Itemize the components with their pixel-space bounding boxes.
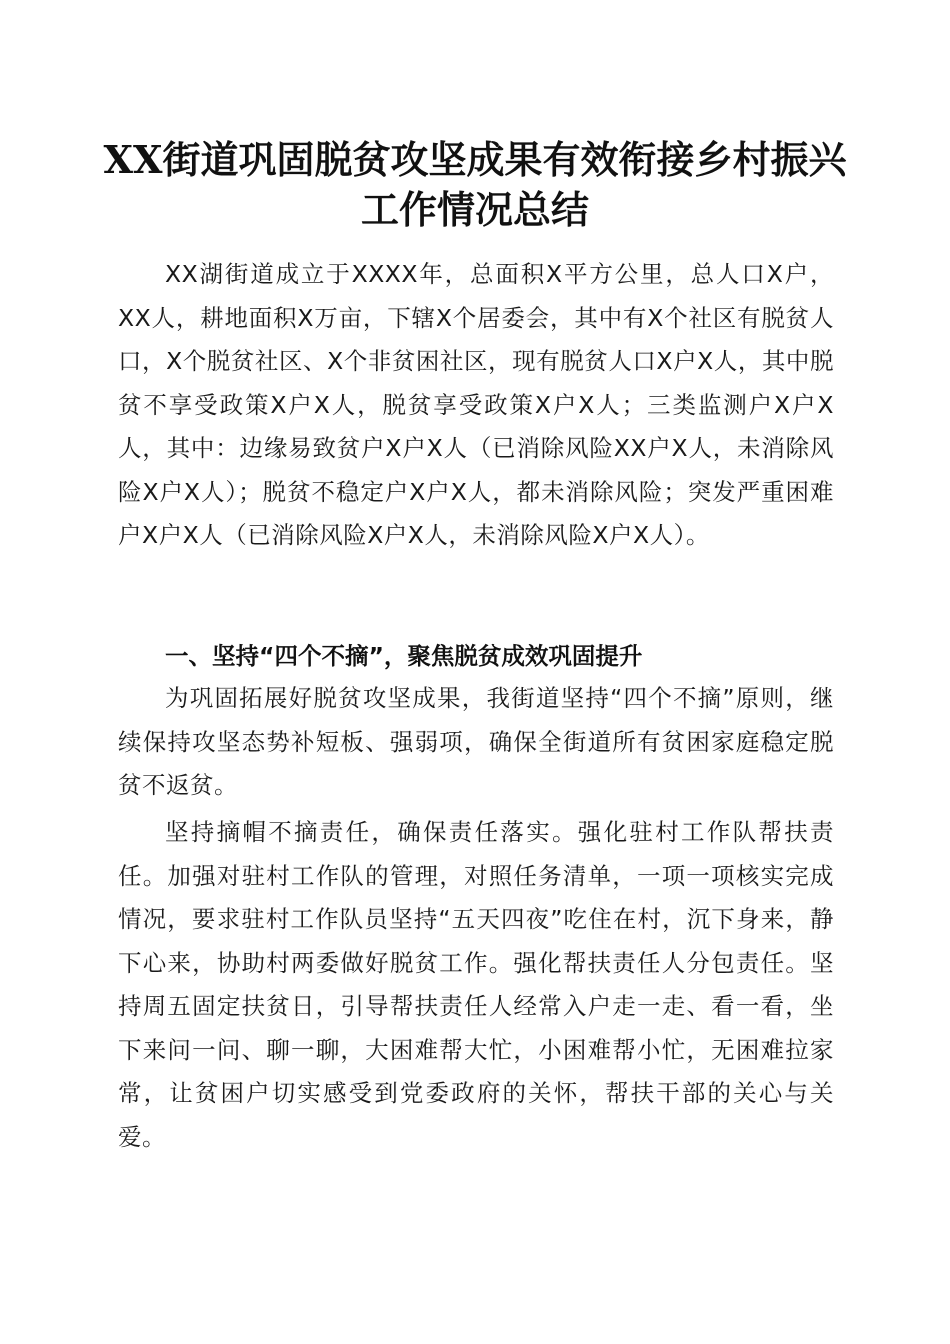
section-paragraph-1: 为巩固拓展好脱贫攻坚成果，我街道坚持“四个不摘”原则，继续保持攻坚态势补短板、强弱项，确保全街道所有贫困家庭稳定脱贫不返贫。 [118, 684, 834, 799]
document-title-line-2: 工作情况总结 [360, 187, 589, 232]
document-title-line-1: XX街道巩固脱贫攻坚成果有效衔接乡村振兴 [103, 137, 847, 182]
section-paragraph-2: 坚持摘帽不摘责任，确保责任落实。强化驻村工作队帮扶责任。加强对驻村工作队的管理，对照任务清单，一项一项核实完成情况，要求驻村工作队员坚持“五天四夜”吃住在村，沉下身来，静下心来，协助村两委做好脱贫工作。强化帮扶责任人分包责任。坚持周五固定扶贫日，引导帮扶责任人经常入户走一走、看一看，坐下来问一问、聊一聊，大困难帮大忙，小困难帮小忙，无困难拉家常，让贫困户切实感受到党委政府的关怀，帮扶干部的关心与关爱。 [118, 818, 834, 1151]
section-heading: 一、坚持“四个不摘”，聚焦脱贫成效巩固提升 [165, 642, 643, 670]
intro-paragraph: XX湖街道成立于XXXX年，总面积X平方公里，总人口X户，XX人，耕地面积X万亩，下辖X个居委会，其中有X个社区有脱贫人口，X个脱贫社区、X个非贫困社区，现有脱贫人口X户X人，其中脱贫不享受政策X户X人，脱贫享受政策X户X人；三类监测户X户X人，其中：边缘易致贫户X户X人（已消除风险XX户X人，未消除风险X户X人）；脱贫不稳定户X户X人，都未消除风险；突发严重困难户X户X人（已消除风险X户X人，未消除风险X户X人）。 [118, 260, 834, 549]
